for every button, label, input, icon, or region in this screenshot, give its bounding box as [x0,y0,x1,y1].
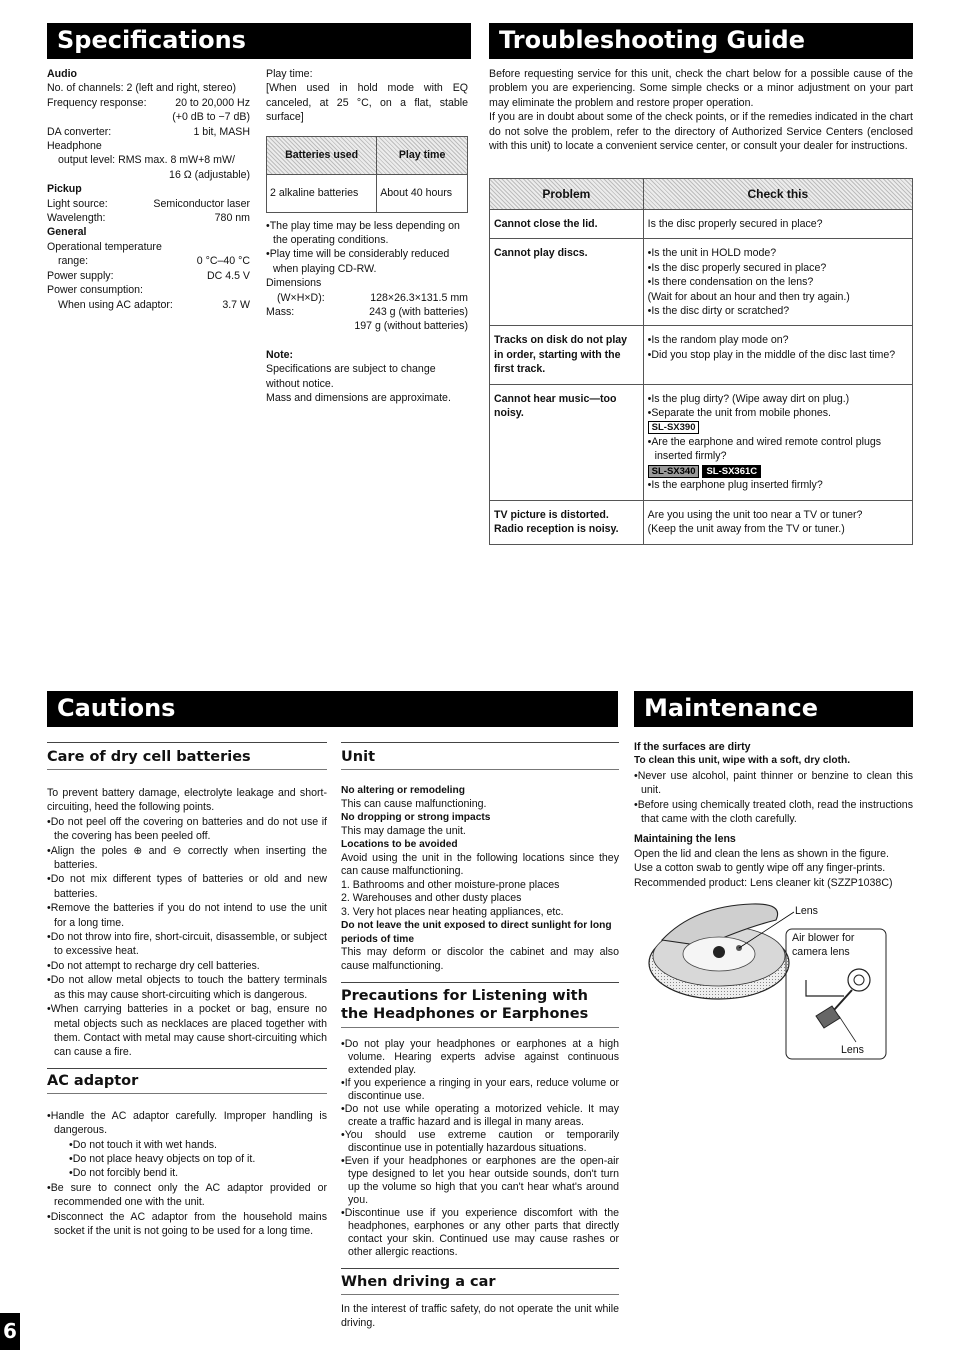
spec-left-column [47,67,250,312]
freq-label: Frequency response: [47,96,147,109]
maintenance-banner: Maintenance [634,691,913,727]
battery-item: •Do not attempt to recharge dry cell batteries. [47,959,260,972]
check-line: (Wait for about an hour and then try again.) [647,290,850,303]
maintenance-col [634,740,913,890]
freq-value2: (+0 dB to −7 dB) [172,111,250,124]
unit-list-item: 2. Warehouses and other dusty places [341,892,522,904]
trouble-row [490,210,913,239]
light-label: Light source: [47,197,108,210]
listening-heading: Precautions for Listening with the Headphones or Earphones [341,982,619,1023]
check-line: •Did you stop play in the middle of the disc last time? [647,348,896,361]
wave-label: Wavelength: [47,212,106,225]
ac-adaptor-heading: AC adaptor [47,1068,327,1090]
playtime-table-row [267,174,468,212]
problem-cell: TV picture is distorted. Radio reception is noisy. [490,500,644,544]
unit-t2: This may damage the unit. [341,824,466,837]
listening-item: •Do not play your headphones or earphones at a high volume. Hearing experts advise against continuous extended play. [341,1038,619,1076]
spec-bullet-1: •The play time may be less depending on the operating conditions. [266,219,460,247]
dirty-item: •Before using chemically treated cloth, read the instructions that came with the cloth carefully. [634,798,913,826]
ac-item: •Disconnect the AC adaptor from the household mains socket if the unit is not going to be used for a long time. [47,1210,327,1237]
trouble-row [490,239,913,326]
playtime-desc: [When used in hold mode with EQ canceled, at 25 °C, on a flat, stable surface] [266,82,468,124]
check-cell [643,500,912,544]
optemp: Operational temperature [47,240,162,253]
playtime-table-header [267,136,468,174]
troubleshooting-banner: Troubleshooting Guide [489,23,913,59]
battery-item: •Align the poles ⊕ and ⊖ correctly when inserting the batteries. [47,844,327,872]
trouble-intro-1: Before requesting service for this unit, check the chart below for a possible cause of the problem you are experiencing. Some simple checks or a minor adjustment on your part may eliminate the problem and restore proper operation. [489,68,913,109]
wave-row [47,211,250,225]
mass-value2: 197 g (without batteries) [354,320,468,333]
unit-h4: Do not leave the unit exposed to direct sunlight for long periods of time [341,920,612,945]
da-label: DA converter: [47,125,112,138]
trouble-row [490,500,913,544]
playtime-table [266,136,468,213]
unit-t3: Avoid using the unit in the following locations since they can cause malfunctioning. [341,851,619,877]
channels: No. of channels: 2 (left and right, stereo) [47,82,237,95]
audio-heading: Audio [47,68,78,80]
mass-label: Mass: [266,306,295,319]
light-value: Semiconductor laser [153,197,250,210]
spec-right-column [266,67,468,406]
th-batteries: Batteries used [267,136,377,174]
whd-row [266,291,468,305]
lens-cleaning-figure [634,898,913,1063]
cautions-col-1 [47,742,327,1238]
power-value: DC 4.5 V [207,269,250,282]
range-value: 0 °C–40 °C [196,255,250,268]
check-line: •Is the earphone plug inserted firmly? [647,479,823,492]
unit-list-item: 3. Very hot places near heating appliances, etc. [341,905,564,918]
listening-item: •Even if your headphones or earphones are the open-air type designed to let you hear outside sounds, don't turn up the volume so high that you can't hear what's around you. [341,1155,619,1206]
unit-t1: This can cause malfunctioning. [341,797,487,810]
check-line: •Is the disc properly secured in place? [647,261,827,274]
general-heading: General [47,226,87,239]
th-check: Check this [643,179,912,210]
wave-value: 780 nm [214,212,250,225]
fig-blower-label: Air blower for camera lens [792,932,855,958]
headphone: Headphone [47,140,102,153]
trouble-intro-2: If you are in doubt about some of the check points, or if the remedies indicated in the chart do not solve the problem, refer to the directory of Authorized Service Centers (enclosed with this unit) to locate a convenient service center, or consult your dealer for instructions. [489,111,913,153]
unit-h2: No dropping or strong impacts [341,812,491,823]
check-line: Is the disc properly secured in place? [647,218,823,230]
batteries-intro: To prevent battery damage, electrolyte leakage and short-circuiting, heed the following points. [47,787,327,814]
model-badge-sx340: SL-SX340 [648,465,700,478]
range-row [47,254,250,268]
ac-item: •Handle the AC adaptor carefully. Improper handling is dangerous. [47,1109,327,1137]
da-value: 1 bit, MASH [193,125,250,138]
battery-item: •Do not throw into fire, short-circuit, disassemble, or subject to excessive heat. [47,931,327,958]
fig-lens-label: Lens [795,905,818,917]
dirty-heading: If the surfaces are dirty [634,741,751,753]
listening-item: •If you experience a ringing in your ears, reduce volume or discontinue use. [341,1077,619,1102]
listening-item: •Do not use while operating a motorized vehicle. It may create a traffic hazard and is illegal in many areas. [341,1103,619,1128]
model-badge-sx390: SL-SX390 [648,421,700,434]
pickup-heading: Pickup [47,183,82,196]
battery-item: •Do not peel off the covering on batteries and do not use if the covering has been peeled off. [47,815,327,843]
th-playtime: Play time [377,136,468,174]
troubleshooting-intro [489,67,913,153]
listening-item: •You should use extreme caution or temporarily discontinue use in potentially hazardous situations. [341,1129,619,1154]
cautions-banner: Cautions [47,691,618,727]
unit-h1: No altering or remodeling [341,785,465,796]
cautions-col-2 [341,742,619,1331]
th-problem: Problem [490,179,644,210]
specifications-banner: Specifications [47,23,471,59]
whd-label: (W×H×D): [277,291,325,304]
spec-bullet-2: •Play time will be considerably reduced when playing CD-RW. [266,248,450,275]
check-line: •Is there condensation on the lens? [647,276,814,289]
lens-text-2: Use a cotton swab to gently wipe off any finger-prints. [634,862,886,875]
batteries-heading: Care of dry cell batteries [47,742,327,766]
da-row [47,125,250,139]
check-line: •Is the disc dirty or scratched? [647,305,790,318]
problem-cell: Tracks on disk do not play in order, starting with the first track. [490,326,644,384]
lens-heading: Maintaining the lens [634,833,736,846]
light-row [47,197,250,211]
driving-heading: When driving a car [341,1268,619,1291]
problem-cell: Cannot hear music—too noisy. [490,384,644,500]
check-line: Are you using the unit too near a TV or tuner? [647,508,863,521]
check-line: •Separate the unit from mobile phones. [647,407,831,420]
unit-list-item: 1. Bathrooms and other moisture-prone places [341,878,560,891]
battery-item: •Do not allow metal objects to touch the battery terminals as this may cause short-circuiting which is dangerous. [47,974,327,1001]
fig-lens-label-2: Lens [841,1044,864,1056]
freq-value: 20 to 20,000 Hz [175,96,250,109]
battery-item: •Remove the batteries if you do not intend to use the unit for a long time. [47,902,327,929]
check-line: •Are the earphone and wired remote control plugs inserted firmly? [647,435,882,463]
output-level: output level: RMS max. 8 mW+8 mW/ [58,154,235,167]
freq-row [47,96,250,110]
ac-sub-item: •Do not place heavy objects on top of it. [69,1152,256,1165]
ac-row [47,298,250,312]
ac-item: •Be sure to connect only the AC adaptor provided or recommended one with the unit. [47,1181,327,1209]
ac-label: When using AC adaptor: [58,298,173,311]
ac-sub-item: •Do not touch it with wet hands. [69,1138,217,1151]
unit-t4: This may deform or discolor the cabinet and may also cause malfunctioning. [341,946,619,972]
problem-cell: Cannot close the lid. [490,210,644,239]
model-badge-sx361c: SL-SX361C [702,465,761,478]
trouble-table-header [490,179,913,210]
page-number: 6 [0,1313,20,1350]
driving-text: In the interest of traffic safety, do not operate the unit while driving. [341,1303,619,1330]
listening-item: •Discontinue use if you experience discomfort with the headphones, earphones or any other parts that directly contact your skin. Continued use may cause rashes or other allergic reactions. [341,1207,619,1258]
td-batteries: 2 alkaline batteries [267,174,377,212]
check-cell [643,384,912,500]
output-value2: 16 Ω (adjustable) [169,168,250,181]
dimensions-label: Dimensions [266,277,322,290]
note-heading: Note: [266,348,294,361]
playtime-label: Play time: [266,68,313,80]
unit-heading: Unit [341,742,619,766]
whd-value: 128×26.3×131.5 mm [370,291,468,304]
cd-player-illustration [634,898,913,1063]
power-row [47,269,250,283]
dirty-sub: To clean this unit, wipe with a soft, dry cloth. [634,755,851,767]
range-label: range: [58,255,89,268]
mass-value: 243 g (with batteries) [369,306,468,319]
check-line: (Keep the unit away from the TV or tuner.) [647,523,845,536]
trouble-row [490,326,913,384]
trouble-row [490,384,913,500]
lens-text-3: Recommended product: Lens cleaner kit (SZZP1038C) [634,876,893,889]
check-cell [643,210,912,239]
ac-sub-item: •Do not forcibly bend it. [69,1167,179,1180]
power-label: Power supply: [47,269,114,282]
note-1: Specifications are subject to change without notice. [266,363,436,390]
check-cell [643,239,912,326]
mass-row [266,305,468,319]
battery-item: •Do not mix different types of batteries or old and new batteries. [47,873,327,900]
problem-cell: Cannot play discs. [490,239,644,326]
unit-h3: Locations to be avoided [341,839,458,850]
note-2: Mass and dimensions are approximate. [266,392,451,405]
check-line: •Is the unit in HOLD mode? [647,247,777,260]
check-line: •Is the random play mode on? [647,334,789,347]
dirty-item: •Never use alcohol, paint thinner or benzine to clean this unit. [634,769,913,797]
check-line: •Is the plug dirty? (Wipe away dirt on plug.) [647,392,850,405]
consumption: Power consumption: [47,284,143,297]
troubleshooting-table [489,178,913,545]
ac-value: 3.7 W [222,298,250,311]
check-cell [643,326,912,384]
battery-item: •When carrying batteries in a pocket or bag, ensure no metal objects such as necklaces are placed together with them. Contact with metal may cause short-circuiting which can cause a fire. [47,1003,327,1059]
td-playtime: About 40 hours [377,174,468,212]
lens-text-1: Open the lid and clean the lens as shown in the figure. [634,847,890,860]
